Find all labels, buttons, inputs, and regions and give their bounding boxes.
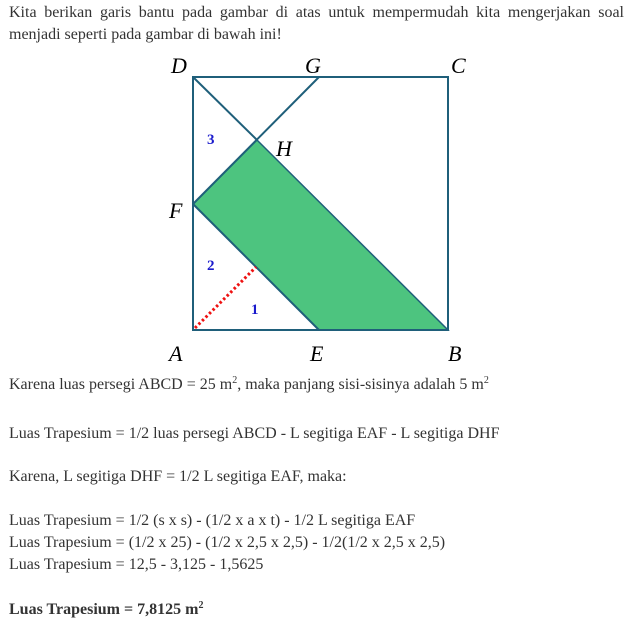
segment-dh (193, 77, 257, 140)
geometry-figure (160, 52, 480, 370)
text-line-4: Luas Trapesium = 1/2 (s x s) - (1/2 x a x t) - 1/2 L segitiga EAF (9, 512, 416, 529)
label-b: B (448, 341, 462, 366)
final-result-line: Luas Trapesium = 7,8125 $m^2$ (9, 600, 204, 618)
text-line-1: Karena luas persegi ABCD = 25 $m^2$, maka panjang sisi-sisinya adalah 5 $m^2$ (9, 375, 489, 393)
shaded-trapezium (193, 140, 448, 330)
label-a: A (169, 341, 183, 366)
label-g: G (305, 53, 321, 78)
label-d: D (171, 53, 187, 78)
text-line-6: Luas Trapesium = 12,5 - 3,125 - 1,5625 (9, 556, 264, 573)
square-diagram (160, 52, 480, 370)
label-c: C (451, 53, 466, 78)
intro-paragraph: Kita berikan garis bantu pada gambar di atas untuk mempermudah kita mengerjakan soal menjadi seperti pada gambar di bawah ini! (9, 4, 624, 43)
label-h: H (276, 136, 292, 161)
region-label-1: 1 (251, 302, 259, 318)
dotted-height-line (195, 267, 256, 328)
text-line-5: Luas Trapesium = (1/2 x 25) - (1/2 x 2,5 x 2,5) - 1/2(1/2 x 2,5 x 2,5) (9, 534, 446, 551)
text-line-3: Karena, L segitiga DHF = 1/2 L segitiga EAF, maka: (9, 468, 347, 485)
text-line-2: Luas Trapesium = 1/2 luas persegi ABCD - L segitiga EAF - L segitiga DHF (9, 425, 500, 442)
label-e: E (310, 341, 324, 366)
region-label-3: 3 (207, 132, 215, 148)
label-f: F (169, 198, 183, 223)
region-label-2: 2 (207, 258, 215, 274)
